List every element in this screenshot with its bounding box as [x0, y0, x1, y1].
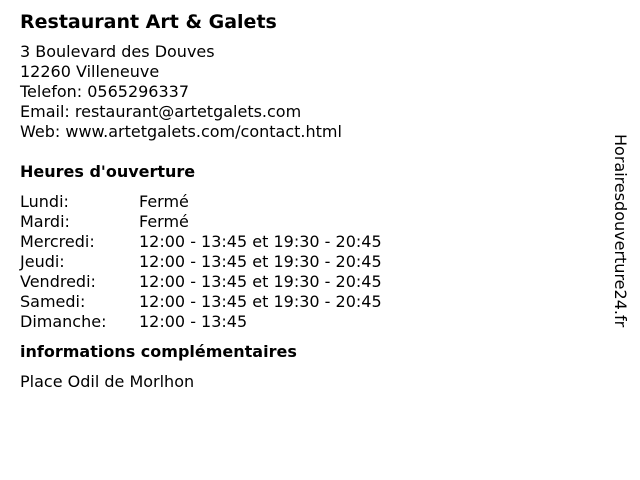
day-label: Lundi: — [20, 192, 69, 211]
site-watermark: Horairesdouverture24.fr — [611, 134, 630, 328]
day-label: Vendredi: — [20, 272, 96, 291]
time-value: 12:00 - 13:45 — [139, 312, 248, 331]
hours-row-friday — [20, 272, 590, 292]
time-value: 12:00 - 13:45 et 19:30 - 20:45 — [139, 252, 382, 271]
hours-row-sunday — [20, 312, 590, 332]
additional-info-heading: informations complémentaires — [20, 342, 297, 361]
time-value: 12:00 - 13:45 et 19:30 - 20:45 — [139, 292, 382, 311]
hours-row-thursday — [20, 252, 590, 272]
time-value: 12:00 - 13:45 et 19:30 - 20:45 — [139, 272, 382, 291]
restaurant-name: Restaurant Art & Galets — [20, 11, 277, 33]
street-address: 3 Boulevard des Douves — [20, 42, 215, 61]
day-label: Samedi: — [20, 292, 86, 311]
web-line: Web: www.artetgalets.com/contact.html — [20, 122, 342, 141]
opening-hours-table — [20, 192, 590, 332]
phone-line: Telefon: 0565296337 — [20, 82, 190, 101]
time-value: Fermé — [139, 212, 189, 231]
hours-row-wednesday — [20, 232, 590, 252]
time-value: Fermé — [139, 192, 189, 211]
additional-info-text: Place Odil de Morlhon — [20, 372, 195, 391]
day-label: Mardi: — [20, 212, 70, 231]
hours-row-monday — [20, 192, 590, 212]
day-label: Mercredi: — [20, 232, 95, 251]
time-value: 12:00 - 13:45 et 19:30 - 20:45 — [139, 232, 382, 251]
day-label: Jeudi: — [20, 252, 65, 271]
email-line: Email: restaurant@artetgalets.com — [20, 102, 302, 121]
restaurant-card — [20, 10, 590, 392]
day-label: Dimanche: — [20, 312, 107, 331]
postal-city: 12260 Villeneuve — [20, 62, 160, 81]
hours-row-tuesday — [20, 212, 590, 232]
hours-row-saturday — [20, 292, 590, 312]
address-block — [20, 42, 590, 142]
opening-hours-heading: Heures d'ouverture — [20, 162, 196, 181]
